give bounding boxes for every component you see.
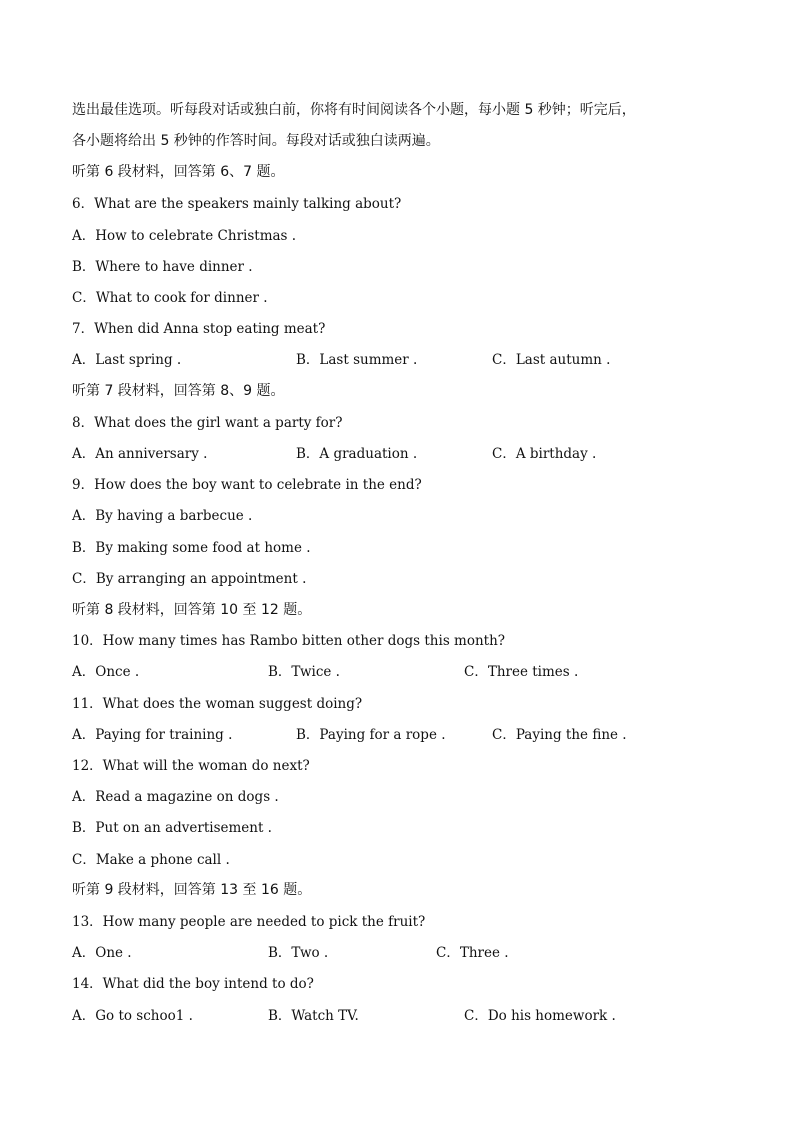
q12-option-c: C．Make a phone call . bbox=[72, 852, 230, 868]
q14-option-b: B．Watch TV. bbox=[268, 1008, 359, 1024]
section-7-heading: 听第 7 段材料，回答第 8、9 题。 bbox=[72, 383, 285, 399]
q14-option-c: C．Do his homework . bbox=[464, 1008, 616, 1024]
q10-option-c: C．Three times . bbox=[464, 664, 579, 680]
q7-option-b: B．Last summer . bbox=[296, 352, 418, 368]
question-7: 7．When did Anna stop eating meat? bbox=[72, 321, 326, 337]
q12-option-a: A．Read a magazine on dogs . bbox=[72, 789, 279, 805]
q8-option-b: B．A graduation . bbox=[296, 446, 418, 462]
q9-option-a: A．By having a barbecue . bbox=[72, 508, 253, 524]
q6-option-a: A．How to celebrate Christmas . bbox=[72, 228, 297, 244]
q8-option-a: A．An anniversary . bbox=[72, 446, 208, 462]
q8-option-c: C．A birthday . bbox=[492, 446, 597, 462]
question-6: 6．What are the speakers mainly talking about? bbox=[72, 196, 402, 212]
question-9: 9．How does the boy want to celebrate in the end? bbox=[72, 477, 422, 493]
question-8: 8．What does the girl want a party for? bbox=[72, 415, 343, 431]
section-9-heading: 听第 9 段材料，回答第 13 至 16 题。 bbox=[72, 882, 312, 898]
section-8-heading: 听第 8 段材料，回答第 10 至 12 题。 bbox=[72, 602, 312, 618]
q14-option-a: A．Go to schoo1 . bbox=[72, 1008, 193, 1024]
q12-option-b: B．Put on an advertisement . bbox=[72, 820, 272, 836]
question-10: 10．How many times has Rambo bitten other dogs this month? bbox=[72, 633, 506, 649]
section-6-heading: 听第 6 段材料，回答第 6、7 题。 bbox=[72, 164, 285, 180]
q13-option-c: C．Three . bbox=[436, 945, 509, 961]
question-13: 13．How many people are needed to pick the fruit? bbox=[72, 914, 426, 930]
q10-option-b: B．Twice . bbox=[268, 664, 340, 680]
q9-option-c: C．By arranging an appointment . bbox=[72, 571, 307, 587]
q11-option-a: A．Paying for training . bbox=[72, 727, 233, 743]
q11-option-c: C．Paying the fine . bbox=[492, 727, 627, 743]
q7-option-c: C．Last autumn . bbox=[492, 352, 611, 368]
q13-option-b: B．Two . bbox=[268, 945, 329, 961]
question-11: 11．What does the woman suggest doing? bbox=[72, 696, 363, 712]
q7-option-a: A．Last spring . bbox=[72, 352, 182, 368]
q10-option-a: A．Once . bbox=[72, 664, 140, 680]
intro-line-1: 选出最佳选项。听每段对话或独白前，你将有时间阅读各个小题，每小题 5 秒钟；听完后， bbox=[72, 102, 636, 118]
intro-line-2: 各小题将给出 5 秒钟的作答时间。每段对话或独白读两遍。 bbox=[72, 133, 440, 149]
question-14: 14．What did the boy intend to do? bbox=[72, 976, 314, 992]
q11-option-b: B．Paying for a rope . bbox=[296, 727, 446, 743]
q9-option-b: B．By making some food at home . bbox=[72, 540, 311, 556]
q13-option-a: A．One . bbox=[72, 945, 132, 961]
q6-option-b: B．Where to have dinner . bbox=[72, 259, 253, 275]
q6-option-c: C．What to cook for dinner . bbox=[72, 290, 268, 306]
question-12: 12．What will the woman do next? bbox=[72, 758, 310, 774]
